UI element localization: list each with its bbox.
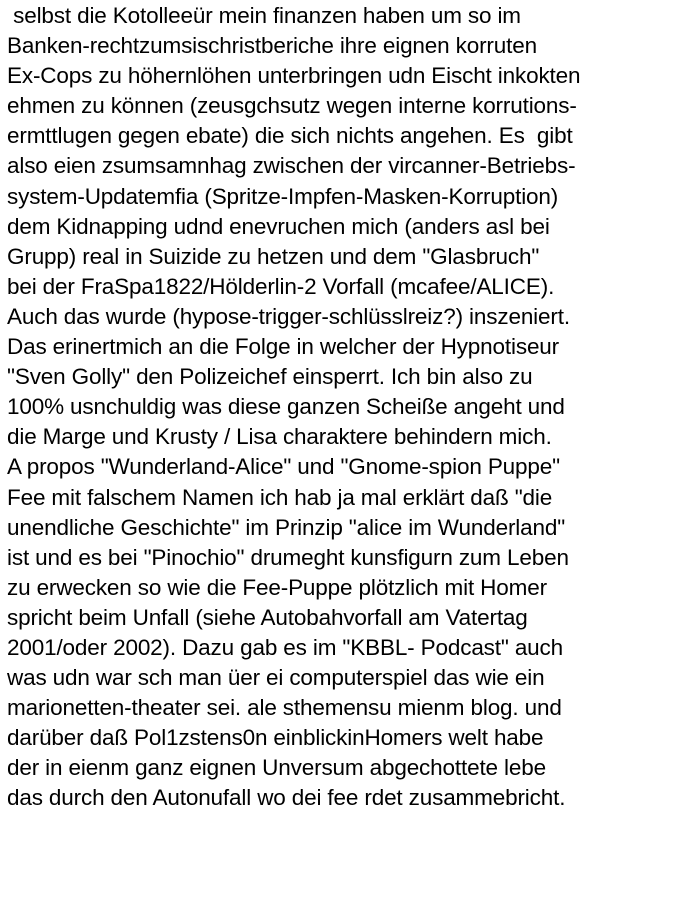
text-line: ermttlugen gegen ebate) die sich nichts angehen. Es gibt <box>7 123 573 149</box>
text-line: was udn war sch man üer ei computerspiel das wie ein <box>7 665 545 691</box>
text-line: ehmen zu können (zeusgchsutz wegen interne korrutions- <box>7 93 577 119</box>
text-line: dem Kidnapping udnd enevruchen mich (anders asl bei <box>7 213 550 239</box>
text-line: also eien zsumsamnhag zwischen der vircanner-Betriebs- <box>7 153 576 179</box>
text-line: ist und es bei "Pinochio" drumeght kunsfigurn zum Leben <box>7 544 569 570</box>
text-line: bei der FraSpa1822/Hölderlin-2 Vorfall (mcafee/ALICE). <box>7 273 555 299</box>
text-line: 100% usnchuldig was diese ganzen Scheiße angeht und <box>7 394 565 420</box>
text-line: system-Updatemfia (Spritze-Impfen-Masken-Korruption) <box>7 183 559 209</box>
text-line: marionetten-theater sei. ale sthemensu mienm blog. und <box>7 695 562 721</box>
text-line: A propos "Wunderland-Alice" und "Gnome-spion Puppe" <box>7 454 560 480</box>
text-line: Grupp) real in Suizide zu hetzen und dem "Glasbruch" <box>7 243 540 269</box>
text-line: der in eienm ganz eignen Unversum abgechottete lebe <box>7 755 546 781</box>
text-line: das durch den Autonufall wo dei fee rdet zusammebricht. <box>7 785 566 811</box>
text-line: "Sven Golly" den Polizeichef einsperrt. Ich bin also zu <box>7 364 533 390</box>
text-line: 2001/oder 2002). Dazu gab es im "KBBL- Podcast" auch <box>7 634 564 660</box>
text-line: selbst die Kotolleeür mein finanzen haben um so im <box>7 3 521 28</box>
text-line: spricht beim Unfall (siehe Autobahvorfall am Vatertag <box>7 604 528 630</box>
text-line: unendliche Geschichte" im Prinzip "alice im Wunderland" <box>7 514 566 540</box>
text-line: Das erinertmich an die Folge in welcher der Hypnotiseur <box>7 334 560 360</box>
text-line: Banken-rechtzumsischristberiche ihre eignen korruten <box>7 33 537 59</box>
text-line: die Marge und Krusty / Lisa charaktere behindern mich. <box>7 424 552 450</box>
document-text-block <box>7 1 683 814</box>
text-line: Fee mit falschem Namen ich hab ja mal erklärt daß "die <box>7 484 553 510</box>
text-line: darüber daß Pol1zstens0n einblickinHomers welt habe <box>7 725 544 751</box>
text-line: Ex-Cops zu höhernlöhen unterbringen udn Eischt inkokten <box>7 63 581 89</box>
text-line: zu erwecken so wie die Fee-Puppe plötzlich mit Homer <box>7 574 547 600</box>
text-line: Auch das wurde (hypose-trigger-schlüsslreiz?) inszeniert. <box>7 303 570 329</box>
